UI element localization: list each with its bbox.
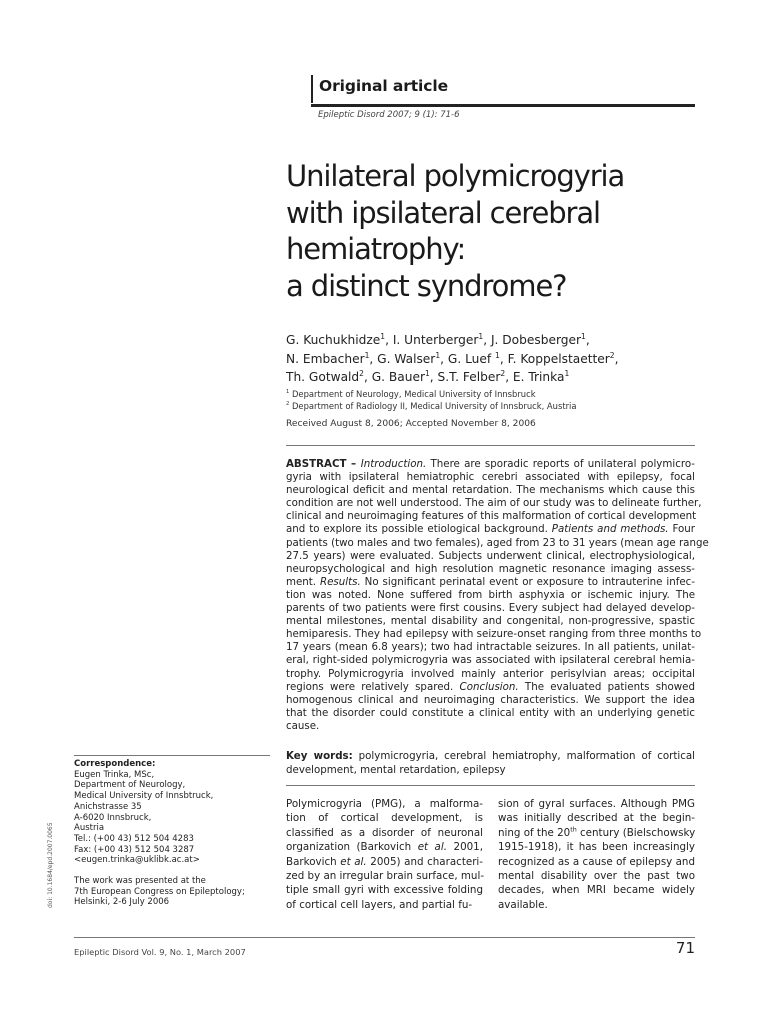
body-column-left — [286, 797, 483, 912]
text-run: regions were relatively spared. — [286, 680, 460, 693]
text-run: cause. — [286, 719, 320, 732]
affiliation-marker: 1 — [380, 331, 386, 341]
header-divider — [311, 75, 313, 103]
text-run: zed by an irregular brain surface, mul- — [286, 870, 485, 883]
text-run: gyria with ipsilateral hemiatrophic cerebri associated with epilepsy, focal — [286, 471, 695, 484]
footer-journal: Epileptic Disord Vol. 9, No. 1, March 2007 — [74, 947, 246, 957]
author-name: , I. Unterberger — [385, 333, 479, 347]
affiliation-marker: 1 — [435, 350, 441, 360]
text-line — [286, 811, 483, 825]
text-line — [498, 811, 695, 825]
text-run: century (Bielschowsky — [576, 826, 696, 839]
text-line — [286, 550, 695, 563]
text-line — [286, 510, 695, 523]
text-run: Four — [668, 523, 695, 536]
correspondence-line: Anichstrasse 35 — [74, 801, 142, 812]
affiliation-2: $^2$ Department of Radiology II, Medical University of Innsbruck, Austria — [286, 400, 577, 411]
affiliation-marker: 1 — [495, 350, 500, 360]
text-line — [286, 602, 695, 615]
text-line — [498, 898, 695, 912]
text-run: recognized as a cause of epilepsy and — [498, 855, 695, 868]
author-line — [286, 350, 706, 369]
text-run: patients (two males and two females), aged from 23 to 31 years (mean age range — [286, 536, 709, 549]
text-run: No significant perinatal event or exposure to intrauterine infec- — [360, 575, 695, 588]
text-line — [286, 707, 695, 720]
affiliation-marker: 2 — [609, 350, 615, 360]
text-run: 2005) and characteri- — [366, 855, 484, 868]
page-number: 71 — [675, 939, 695, 957]
correspondence-line: Department of Neurology, — [74, 780, 186, 791]
text-line — [498, 869, 695, 883]
text-run: neuropsychological and high resolution magnetic resonance imaging assess- — [286, 562, 695, 575]
keywords-line: development, mental retardation, epilepsy — [286, 764, 506, 776]
affiliation-marker: 1 — [364, 350, 370, 360]
keywords — [286, 749, 695, 777]
author-name: , E. Trinka — [505, 370, 565, 384]
text-run: hemiparesis. They had epilepsy with seizure-onset ranging from three months to — [286, 628, 702, 641]
affiliation-marker: 2 — [500, 368, 506, 378]
footer-rule — [74, 937, 695, 938]
text-line — [498, 883, 695, 897]
text-run: was initially described at the begin- — [498, 812, 695, 825]
text-line — [286, 898, 483, 912]
correspondence-line: Austria — [74, 823, 105, 834]
text-run: Results. — [320, 575, 361, 588]
text-run: eral, right-sided polymicrogyria was associated with ipsilateral cerebral hemia- — [286, 654, 695, 667]
text-line — [286, 720, 695, 733]
presentation-line: 7th European Congress on Epileptology; — [74, 886, 245, 897]
text-run: clinical and neuroimaging features of this malformation of cortical development — [286, 510, 697, 523]
text-line — [498, 855, 695, 869]
correspondence-line: Tel.: (+00 43) 512 504 4283 — [74, 833, 194, 844]
text-run: tion of cortical development, is — [286, 812, 483, 825]
text-run: mental milestones, mental disability and congenital, non-progressive, spastic — [286, 615, 695, 628]
abstract — [286, 458, 709, 733]
keywords-rule — [286, 785, 695, 786]
text-run: and to explore its possible etiological background. — [286, 523, 552, 536]
author-name: , S.T. Felber — [429, 370, 501, 384]
text-run: of cortical cell layers, and partial fu- — [286, 898, 473, 911]
text-run: available. — [498, 898, 548, 911]
text-line — [286, 654, 695, 667]
author-name: Th. Gotwald — [286, 370, 360, 384]
text-line — [286, 615, 695, 628]
text-line — [286, 497, 702, 510]
title-line: with ipsilateral cerebral — [286, 195, 600, 230]
text-line — [286, 883, 483, 897]
text-run: trophy. Polymicrogyria involved mainly anterior perisylvian areas; occipital — [286, 667, 695, 680]
correspondence-block — [74, 759, 213, 866]
text-run: Polymicrogyria (PMG), a malforma- — [286, 798, 483, 810]
text-run: sion of gyral surfaces. Although PMG — [498, 798, 695, 810]
text-line — [286, 826, 483, 840]
text-run: The evaluated patients showed — [518, 680, 695, 693]
text-run: Introduction. — [360, 458, 427, 470]
title-line: a distinct syndrome? — [286, 268, 567, 303]
affiliation-1: $^1$ Department of Neurology, Medical University of Innsbruck — [286, 389, 536, 399]
text-run: parents of two patients were first cousins. Every subject had delayed develop- — [286, 602, 695, 615]
author-name: , F. Koppelstaetter — [499, 351, 610, 366]
correspondence-line: Fax: (+00 43) 512 504 3287 — [74, 844, 195, 855]
text-line — [286, 628, 702, 641]
text-line — [286, 576, 695, 589]
abstract-rule — [286, 445, 695, 446]
author-name: , G. Walser — [369, 351, 436, 366]
text-run: that the disorder could constitute a clinical entity with an underlying genetic — [286, 706, 695, 719]
presentation-note — [74, 876, 245, 908]
keywords-line: Key words: polymicrogyria, cerebral hemiatrophy, malformation of cortical — [286, 750, 695, 762]
correspondence-line: Eugen Trinka, MSc, — [74, 769, 155, 780]
author-name: G. Kuchukhidze — [286, 333, 381, 347]
text-line — [498, 826, 695, 840]
text-run: et al. — [340, 855, 367, 868]
correspondence-email: <eugen.trinka@uklibk.ac.at> — [74, 855, 200, 866]
text-line — [286, 840, 483, 854]
correspondence-line: Medical University of Innsbtruck, — [74, 791, 214, 802]
text-run: homogenous clinical and neuroimaging characteristics. We support the idea — [286, 693, 695, 706]
author-name: , G. Luef — [440, 351, 496, 366]
author-name: , G. Bauer — [363, 370, 425, 384]
text-run: ning of the 20 — [498, 826, 571, 839]
text-run: Patients and methods. — [551, 523, 669, 536]
author-list — [286, 331, 706, 387]
text-run: decades, when MRI became widely — [498, 884, 695, 897]
text-run: tion was noted. None suffered from birth asphyxia or ischemic injury. The — [286, 588, 695, 601]
text-line — [286, 694, 695, 707]
abstract-label: ABSTRACT – — [286, 458, 361, 470]
text-line — [286, 458, 695, 471]
text-run: organization (Barkovich — [286, 841, 418, 854]
text-run: 17 years (mean 6.8 years); two had intractable seizures. In all patients, unilat- — [286, 641, 695, 654]
text-run: Conclusion. — [459, 680, 519, 693]
text-line — [286, 563, 695, 576]
text-run: neurological deficit and mental retardation. The mechanisms which cause this — [286, 484, 695, 497]
text-line — [286, 523, 695, 536]
affiliation-marker: 1 — [564, 368, 570, 378]
text-line — [498, 840, 695, 854]
text-line — [286, 869, 483, 883]
text-line — [286, 681, 695, 694]
title-line: hemiatrophy: — [286, 232, 466, 266]
text-line — [286, 484, 695, 497]
text-line — [498, 797, 695, 811]
text-line — [286, 641, 695, 654]
section-label: Original article — [319, 77, 448, 95]
correspondence-rule — [74, 755, 270, 756]
text-line — [286, 668, 695, 681]
text-run: ment. — [286, 575, 320, 588]
text-line — [286, 536, 709, 550]
keywords-label: Key words: — [286, 750, 353, 762]
affiliation-marker: 1 — [424, 368, 430, 378]
title-line: Unilateral polymicrogyria — [286, 159, 625, 193]
text-run: There are sporadic reports of unilateral polymicro- — [426, 458, 695, 470]
text-run: 2001, — [447, 841, 483, 854]
journal-citation: Epileptic Disord 2007; 9 (1): 71-6 — [318, 110, 460, 120]
text-run: 1915-1918), it has been increasingly — [498, 841, 695, 854]
text-line — [286, 797, 483, 811]
author-name: , — [585, 333, 590, 347]
text-run: mental disability over the past two — [498, 870, 695, 883]
affiliation-marker: 1 — [581, 331, 586, 341]
author-name: , — [614, 351, 619, 366]
text-run: classified as a disorder of neuronal — [286, 826, 483, 839]
author-line — [286, 331, 706, 350]
text-run: th — [570, 825, 577, 834]
correspondence-line: A-6020 Innsbruck, — [74, 812, 152, 823]
text-run: tiple small gyri with excessive folding — [286, 884, 483, 897]
affiliation-marker: 1 — [478, 331, 484, 341]
text-run: Barkovich — [286, 855, 341, 868]
header-rule — [311, 104, 695, 107]
text-line — [286, 471, 695, 484]
article-title — [286, 158, 706, 304]
doi: doi: 10.1684/epd.2007.0065 — [47, 822, 54, 908]
correspondence-heading: Correspondence: — [74, 759, 156, 769]
presentation-line: Helsinki, 2-6 July 2006 — [74, 897, 170, 908]
author-name: , J. Dobesberger — [483, 333, 581, 347]
received-dates: Received August 8, 2006; Accepted November 8, 2006 — [286, 419, 536, 429]
presentation-line: The work was presented at the — [74, 876, 206, 886]
affiliation-marker: 2 — [359, 368, 364, 378]
author-line — [286, 368, 706, 387]
text-run: 27.5 years) were evaluated. Subjects underwent clinical, electrophysiological, — [286, 549, 695, 562]
text-line — [286, 589, 695, 602]
author-name: N. Embacher — [286, 351, 365, 366]
body-column-right — [498, 797, 695, 912]
text-run: et al. — [417, 841, 448, 854]
text-line — [286, 855, 483, 869]
affiliations — [286, 389, 577, 412]
text-run: condition are not well understood. The aim of our study was to delineate further, — [286, 497, 702, 510]
